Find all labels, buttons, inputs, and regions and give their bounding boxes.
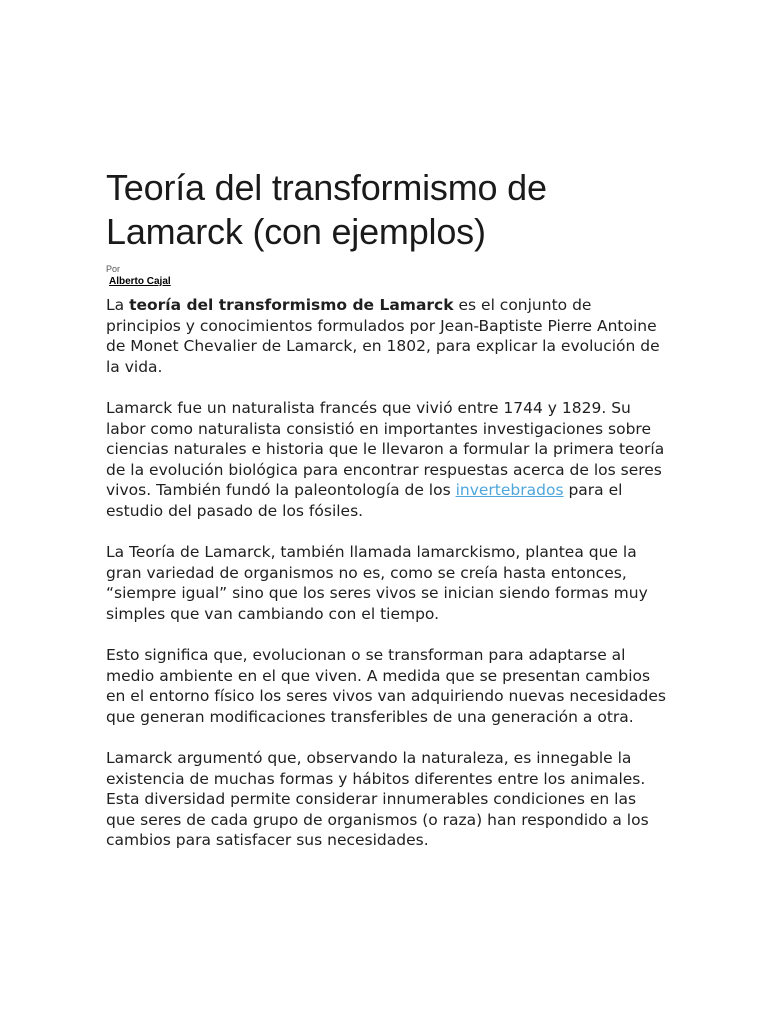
paragraph-1-lead: La xyxy=(106,296,130,314)
article xyxy=(106,166,666,851)
paragraph-2 xyxy=(106,398,666,521)
paragraph-1 xyxy=(106,295,666,377)
article-title: Teoría del transformismo de Lamarck (con ejemplos) xyxy=(106,167,547,252)
author-link[interactable]: Alberto Cajal xyxy=(109,276,171,287)
paragraph-2-lead: Lamarck fue un naturalista francés que vivió entre 1744 y 1829. Su labor como naturalista consistió en importantes investigaciones sobre ciencias naturales e historia que le llevaron a formular la primera teoría de la evolución biológica para encontrar respuestas acerca de los seres vivos. También fundó la paleontología de los xyxy=(106,399,665,499)
invertebrados-link[interactable]: invertebrados xyxy=(455,481,564,499)
paragraph-5: Lamarck argumentó que, observando la naturaleza, es innegable la existencia de muchas formas y hábitos diferentes entre los animales. Esta diversidad permite considerar innumerables condiciones en las que seres de cada grupo de organismos (o raza) han respondido a los cambios para satisfacer sus necesidades. xyxy=(106,749,649,849)
paragraph-2-rest: para el estudio del pasado de los fósiles. xyxy=(106,481,623,520)
paragraph-4: Esto significa que, evolucionan o se transforman para adaptarse al medio ambiente en el que viven. A medida que se presentan cambios en el entorno físico los seres vivos van adquiriendo nuevas necesidades que generan modificaciones transferibles de una generación a otra. xyxy=(106,646,666,726)
paragraph-1-rest: es el conjunto de principios y conocimientos formulados por Jean-Baptiste Pierre Antoine de Monet Chevalier de Lamarck, en 1802, para explicar la evolución de la vida. xyxy=(106,296,660,376)
paragraph-1-bold-term: teoría del transformismo de Lamarck xyxy=(129,296,454,314)
paragraph-3: La Teoría de Lamarck, también llamada lamarckismo, plantea que la gran variedad de organismos no es, como se creía hasta entonces, “siempre igual” sino que los seres vivos se inician siendo formas muy simples que van cambiando con el tiempo. xyxy=(106,543,648,623)
by-label: Por xyxy=(106,264,121,274)
byline xyxy=(106,264,666,288)
